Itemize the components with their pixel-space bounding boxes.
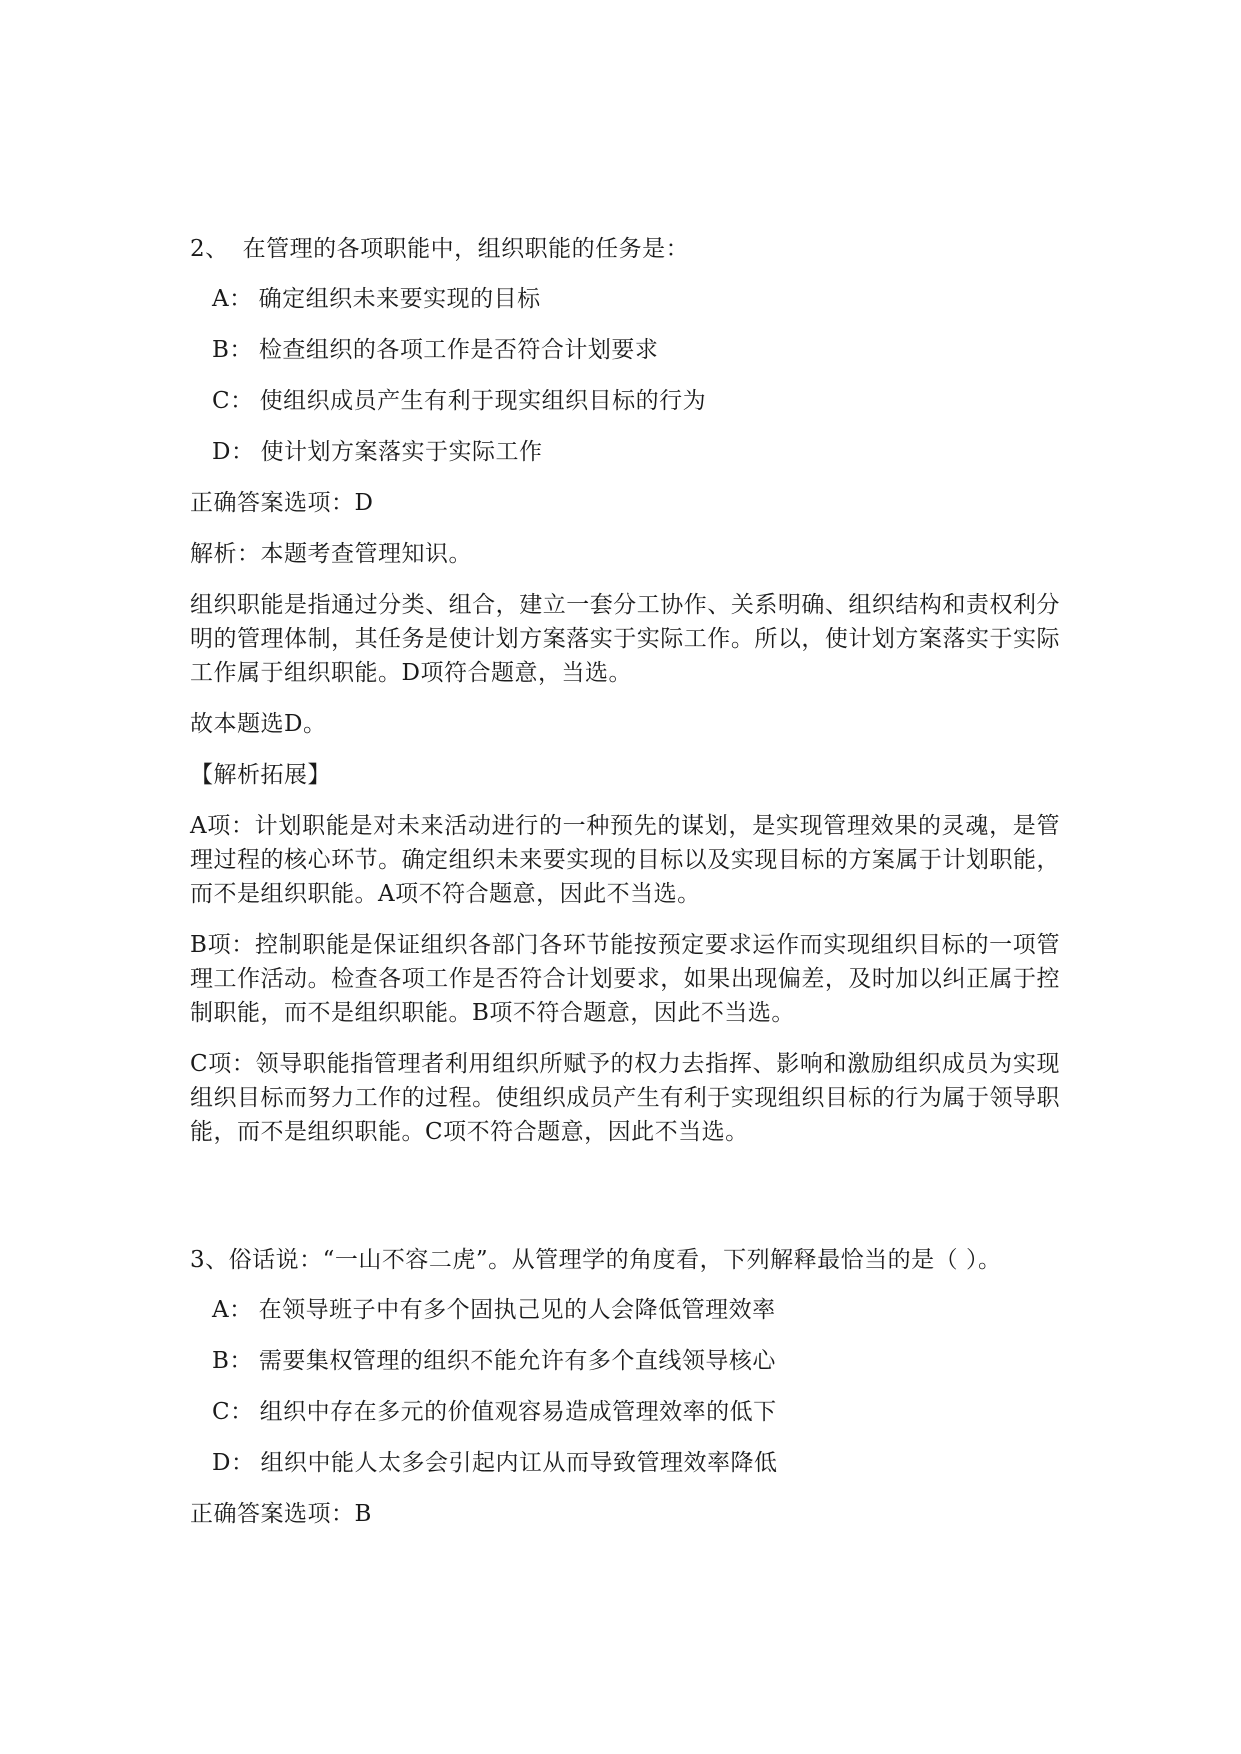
correct-answer (190, 1497, 1060, 1531)
option-text: 使组织成员产生有利于现实组织目标的行为 (259, 388, 707, 414)
option-letter: D： (212, 439, 255, 465)
option-b (212, 333, 1060, 367)
analysis-option-c: C项：领导职能指管理者利用组织所赋予的权力去指挥、影响和激励组织成员为实现组织目标而努力工作的过程。使组织成员产生有利于实现组织目标的行为属于领导职能，而不是组织职能。C项不符合题意，因此不当选。 (190, 1051, 1060, 1145)
question-stem (190, 1243, 1060, 1277)
analysis-intro: 解析：本题考查管理知识。 (190, 541, 472, 567)
option-text: 需要集权管理的组织不能允许有多个直线领导核心 (258, 1348, 776, 1374)
option-list (190, 1293, 1060, 1480)
option-text: 组织中能人太多会引起内讧从而导致管理效率降低 (260, 1450, 778, 1476)
question-stem (190, 232, 1060, 266)
option-letter: B： (212, 1348, 253, 1374)
analysis-option-b: B项：控制职能是保证组织各部门各环节能按预定要求运作而实现组织目标的一项管理工作活动。检查各项工作是否符合计划要求，如果出现偏差，及时加以纠正属于控制职能，而不是组织职能。B项不符合题意，因此不当选。 (190, 932, 1060, 1026)
option-c (212, 1395, 1060, 1429)
option-c (212, 384, 1060, 418)
option-letter: A： (212, 1297, 253, 1323)
option-a (212, 1293, 1060, 1327)
analysis-option-a: A项：计划职能是对未来活动进行的一种预先的谋划，是实现管理效果的灵魂，是管理过程的核心环节。确定组织未来要实现的目标以及实现目标的方案属于计划职能，而不是组织职能。A项不符合题意，因此不当选。 (190, 813, 1060, 907)
option-a (212, 282, 1060, 316)
question-3 (190, 1243, 1060, 1548)
question-number: 2、 (190, 236, 229, 262)
analysis-conclusion: 故本题选D。 (190, 711, 327, 737)
analysis-body: 组织职能是指通过分类、组合，建立一套分工协作、关系明确、组织结构和责权利分明的管理体制，其任务是使计划方案落实于实际工作。所以，使计划方案落实于实际工作属于组织职能。D项符合题意，当选。 (190, 592, 1060, 686)
option-letter: C： (212, 1399, 254, 1425)
question-number: 3、 (190, 1247, 229, 1273)
option-letter: A： (212, 286, 253, 312)
option-d (212, 435, 1060, 469)
answer-label: 正确答案选项： (190, 1501, 355, 1527)
option-text: 使计划方案落实于实际工作 (260, 439, 543, 465)
answer-value: B (354, 1501, 372, 1527)
option-text: 确定组织未来要实现的目标 (258, 286, 541, 312)
option-d (212, 1446, 1060, 1480)
answer-value: D (354, 490, 374, 516)
option-letter: D： (212, 1450, 255, 1476)
option-letter: B： (212, 337, 253, 363)
option-text: 在领导班子中有多个固执己见的人会降低管理效率 (258, 1297, 776, 1323)
option-list (190, 282, 1060, 469)
option-letter: C： (212, 388, 254, 414)
analysis-extension-heading: 【解析拓展】 (190, 762, 331, 788)
option-b (212, 1344, 1060, 1378)
option-text: 检查组织的各项工作是否符合计划要求 (258, 337, 659, 363)
correct-answer (190, 486, 1060, 520)
question-2 (190, 232, 1060, 1166)
question-text: 俗话说：“一山不容二虎”。从管理学的角度看，下列解释最恰当的是（ ）。 (228, 1247, 1002, 1273)
answer-label: 正确答案选项： (190, 490, 355, 516)
question-text: 在管理的各项职能中，组织职能的任务是： (242, 236, 690, 262)
option-text: 组织中存在多元的价值观容易造成管理效率的低下 (259, 1399, 777, 1425)
